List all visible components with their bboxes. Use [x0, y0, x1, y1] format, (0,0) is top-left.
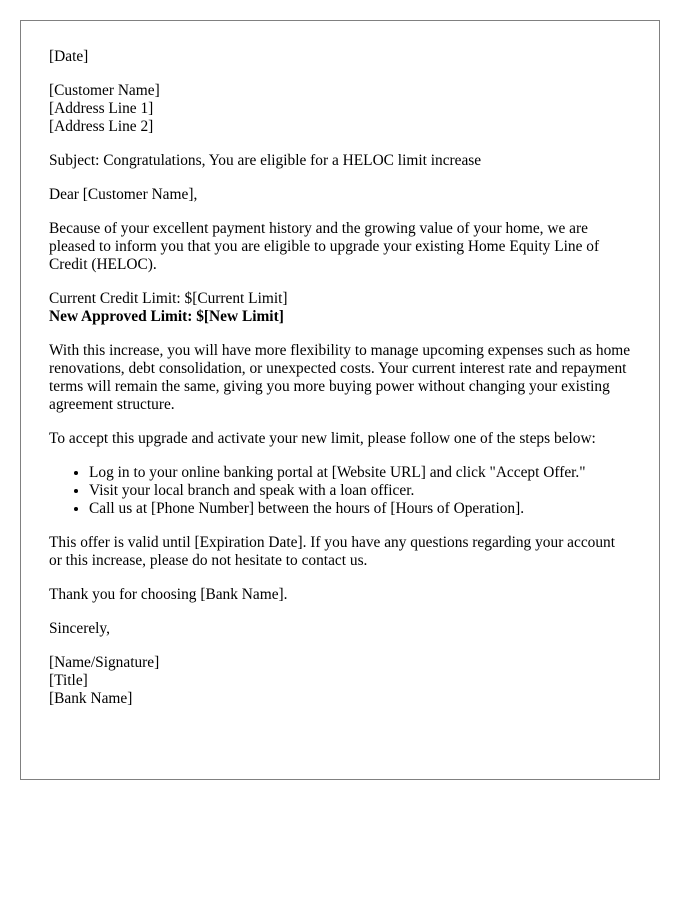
thanks-paragraph: Thank you for choosing [Bank Name].	[49, 586, 288, 603]
list-item: • Visit your local branch and speak with a loan officer.	[89, 482, 631, 500]
signature-bank: [Bank Name]	[49, 690, 133, 707]
letter-document	[20, 20, 660, 780]
letter-subject: Subject: Congratulations, You are eligible for a HELOC limit increase	[49, 152, 482, 169]
credit-limits	[49, 290, 631, 326]
instructions-paragraph: To accept this upgrade and activate your new limit, please follow one of the steps below:	[49, 430, 596, 447]
list-item: • Call us at [Phone Number] between the hours of [Hours of Operation].	[89, 500, 631, 518]
address-line-1: [Address Line 1]	[49, 100, 154, 117]
recipient-name: [Customer Name]	[49, 82, 160, 99]
signature-title: [Title]	[49, 672, 88, 689]
signature-block	[49, 654, 631, 708]
new-limit: New Approved Limit: $[New Limit]	[49, 308, 284, 325]
address-line-2: [Address Line 2]	[49, 118, 154, 135]
signature-name: [Name/Signature]	[49, 654, 160, 671]
closing: Sincerely,	[49, 620, 110, 637]
list-item: • Log in to your online banking portal at [Website URL] and click "Accept Offer."	[89, 464, 631, 482]
intro-paragraph: Because of your excellent payment history and the growing value of your home, we are pleased to inform you that you are eligible to upgrade your existing Home Equity Line of Credit (HELOC).	[49, 220, 600, 273]
recipient-address	[49, 82, 631, 136]
flexibility-paragraph: With this increase, you will have more flexibility to manage upcoming expenses such as home renovations, debt consolidation, or unexpected costs. Your current interest rate and repayment terms will remain the same, giving you more buying power without changing your existing agreement structure.	[49, 342, 631, 413]
validity-paragraph: This offer is valid until [Expiration Date]. If you have any questions regarding your account or this increase, please do not hesitate to contact us.	[49, 534, 616, 569]
letter-salutation: Dear [Customer Name],	[49, 186, 198, 203]
current-limit: Current Credit Limit: $[Current Limit]	[49, 290, 288, 307]
steps-list	[49, 464, 631, 518]
letter-date: [Date]	[49, 48, 89, 65]
